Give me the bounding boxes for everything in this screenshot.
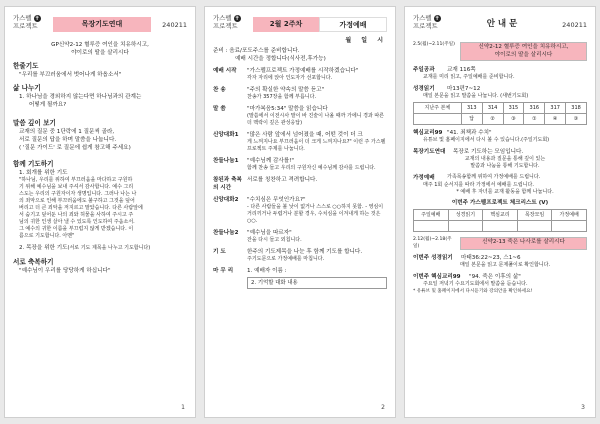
worship-row: [213, 67, 387, 82]
row-detail: 매일 본문을 읽고 말씀을 나눕니다. (새번기도회): [423, 93, 529, 99]
logo-subtext: 프로젝트: [213, 21, 238, 30]
worship-order: [213, 67, 387, 263]
row-detail: 매일 본문을 읽고 문제풀이로 확인합니다.: [459, 262, 551, 268]
logo: [213, 15, 247, 30]
logo-text: 가스펠: [413, 14, 432, 22]
cross-icon: ✝: [434, 15, 440, 22]
section-text: 어떻게 될까요?: [29, 102, 67, 108]
row-key: 기 도: [213, 249, 226, 255]
title-bar: [253, 17, 387, 32]
logo: [413, 15, 447, 30]
row-key: 이번주 핵심교리99: [413, 274, 461, 280]
section-text: 서로 질문의 답을 하며 말씀을 나눕니다.: [19, 137, 117, 143]
page-title: 목장기도연대: [53, 17, 151, 32]
row-value: 목장로 기도하는 모임입니다.: [453, 149, 524, 155]
prayer-item: 1. 회개를 위한 기도: [19, 170, 68, 176]
row-detail: 주요일 저녁기 수요기도회에서 말씀을 듣습니다.: [423, 281, 528, 287]
table-cell: 318: [566, 103, 587, 114]
logo-text: 가스펠: [13, 14, 32, 22]
row-value: "94. 죽은 이후의 삶": [469, 274, 521, 280]
week-row: [413, 41, 587, 61]
info-row: [413, 66, 587, 74]
table-cell: 답: [461, 114, 482, 125]
logo-subtext: 프로젝트: [413, 21, 438, 30]
worship-row: [213, 229, 387, 244]
checklist-checkbox[interactable]: [483, 221, 518, 232]
page-header: [13, 15, 187, 41]
section-text: 교재의 질문 중 1단락에 1 질문씩 골라,: [19, 129, 115, 135]
row-value: 교재 116쪽: [447, 67, 476, 73]
row-value: [247, 67, 387, 82]
row-key: 목장기도연대: [413, 149, 446, 155]
table-row: [414, 114, 587, 125]
checklist-header: 핵심교리: [483, 210, 518, 221]
row-value: "41. 죄책과 수치": [447, 130, 492, 136]
table-cell: [414, 114, 462, 125]
next-week-row: [413, 236, 587, 250]
intro-line: 야이로의 딸을 살리시다: [71, 50, 129, 56]
row-main: "마가복음5:34" 말씀을 읽습니다: [247, 106, 328, 112]
row-key: 찬 송: [213, 87, 226, 93]
info-row: [413, 85, 587, 93]
logo: [13, 15, 47, 30]
section-text: ( '질문 가이드' 로 질문에 쉽게 참고해 주세요): [19, 145, 131, 151]
prayer-line: 름으로 기도합니다. 아멘": [19, 233, 75, 239]
table-cell: ①: [524, 114, 545, 125]
checklist-table: [413, 209, 587, 232]
row-key: 참된과 축복의 시간: [213, 177, 242, 191]
row-sub: 주기도문으로 가정예배를 마칩니다.: [247, 256, 325, 262]
row-key: 가정예배: [413, 175, 435, 181]
info-row: [413, 148, 587, 156]
row-value: [247, 86, 387, 101]
page-body: [213, 37, 387, 289]
checklist-checkbox[interactable]: [552, 221, 587, 232]
reading-table: [413, 102, 587, 125]
table-cell: 316: [524, 103, 545, 114]
checklist-checkbox[interactable]: [414, 221, 449, 232]
title-bar: [453, 17, 587, 32]
row-value: [247, 229, 387, 244]
page-date: 240211: [562, 20, 587, 29]
page-body: [413, 41, 587, 295]
row-key: 핵심교리99: [413, 130, 443, 136]
row-key: 예배 시작: [213, 68, 237, 74]
info-row: [413, 174, 587, 182]
row-sub: - 다른 사람들을 볼 낮이 없거나 스스로 ○○하지 못함. - 영심이 거리끼거나 두렵거나 분할 경우, 수치심을 이겨내게 하는 것은 ○○.: [247, 204, 384, 224]
table-cell: ②: [482, 114, 503, 125]
cross-icon: ✝: [34, 15, 40, 22]
checklist-header: 주일예배: [414, 210, 449, 221]
date-fields: 월 일 시: [345, 37, 387, 44]
worship-row: [213, 86, 387, 101]
week-banner: [460, 42, 587, 61]
row-value: [247, 248, 387, 263]
checklist-checkbox[interactable]: [448, 221, 483, 232]
prayer-line: 그 예수의 귀한 이름을 부끄럽지 않게 받겠습니다. 이: [19, 226, 134, 232]
worship-row: [213, 196, 387, 225]
row-key: 마 무 리: [213, 268, 234, 274]
table-cell: 313: [461, 103, 482, 114]
row-key: 주일공과: [413, 67, 435, 73]
week-label: 2.5(월)~2.11(주일): [413, 42, 455, 47]
page-number: 3: [581, 404, 585, 411]
row-sub: 함께 찬송 들고 우리의 구원자신 예수님께 감사를 드립니다.: [247, 165, 376, 171]
info-row: [413, 254, 587, 262]
row-main: "예수님께 감사를!": [247, 158, 294, 164]
prayer-line: 서 숨기고 덮어둔 나의 죄와 허물을 사하여 주시고 주: [19, 212, 134, 218]
row-main: "예수님을 따르자": [247, 230, 292, 236]
logo-text: 가스펠: [213, 14, 232, 22]
section-heading: 한줄기도: [13, 62, 39, 70]
row-main: 한주의 기도제목을 나눈 후 함께 기도를 합니다.: [247, 249, 363, 255]
intro: [13, 41, 187, 57]
table-row: [414, 103, 587, 114]
closing-box: 2. 기억할 대화 내용: [247, 277, 387, 289]
row-main: 서로를 칭찬하고 격려합니다.: [247, 177, 318, 183]
prayer-item: [13, 244, 187, 252]
prayer-item-label: 2. 목장을 위한 기도: [19, 245, 68, 251]
checklist-header: 가정예배: [552, 210, 587, 221]
checklist-title: 이번주 가스펠프로젝트 체크리스트 (V): [451, 200, 549, 206]
row-main: "가스펠프로젝트 가정예배를 시작하겠습니다": [247, 68, 359, 74]
page-2: [204, 6, 396, 418]
table-cell: 317: [545, 103, 566, 114]
row-value: [247, 105, 387, 127]
page-subtitle: 가정예배: [319, 17, 387, 32]
row-detail: * 예배 후 자녀를 교재 활동을 함께 나눕니다.: [456, 189, 554, 195]
prep-line: 예배 시간을 정합니다(식사전,후가능): [235, 56, 326, 62]
week-label: 2.12(월)~2.18(주일): [413, 237, 452, 249]
row-value: [247, 196, 387, 225]
row-key: 신앙대화1: [213, 132, 239, 138]
row-value: [247, 176, 387, 192]
row-value: 마태36:22~23, 스1~6: [461, 255, 521, 261]
worship-row: [213, 131, 387, 153]
section-heading: 삶 나누기: [13, 84, 41, 92]
checklist-header: 목장모임: [517, 210, 552, 221]
intro-line: GP신약2-12 혈루증 여인을 치유하시고,: [51, 42, 149, 48]
table-row: [414, 221, 587, 232]
checklist-checkbox[interactable]: [517, 221, 552, 232]
table-cell: ④: [545, 114, 566, 125]
prayer-item-note: (서로 기도 제목을 나누고 기도합니다): [67, 245, 151, 251]
page-header: [413, 15, 587, 41]
table-cell: 315: [503, 103, 524, 114]
worship-row: [213, 157, 387, 172]
logo-subtext: 프로젝트: [13, 21, 38, 30]
row-detail: 말씀과 나눔을 통해 기도합니다.: [470, 163, 540, 169]
row-sub: 찬송가 357장을 함께 부릅니다.: [247, 94, 317, 100]
cross-icon: ✝: [234, 15, 240, 22]
prayer-line: 버리고 더 큰 죄악을 저지르고 말았습니다. 다른 사람앞에: [19, 205, 143, 211]
prayer-line: 님의 귀한 인생 살아 낼 수 있도록 인도하여 주옵소서.: [19, 219, 135, 225]
row-detail: 교재를 미리 읽고, 주일예배를 준비합니다.: [423, 74, 515, 80]
closing-line: 1. 예배자 이름 :: [247, 268, 287, 274]
row-detail: 교재의 내용과 질문을 통해 깊이 있는: [464, 156, 546, 162]
table-cell: 314: [482, 103, 503, 114]
row-value: [247, 267, 387, 289]
table-cell: ③: [566, 114, 587, 125]
week-banner: 신약2-13 죽은 나사로를 살리시다: [460, 237, 587, 250]
row-key: 이번주 성경읽기: [413, 255, 453, 261]
row-detail: 매주 1회 순서지를 따라 가정에서 예배를 드립니다.: [423, 182, 534, 188]
row-detail: 유튜브 및 홈페이지에서 다시 볼 수 있습니다.(주일기도회): [423, 137, 550, 143]
page-3: [404, 6, 596, 418]
page-number: 2: [381, 404, 385, 411]
row-value: [247, 131, 387, 153]
row-main: "수치심은 무엇인가요?": [247, 197, 306, 203]
row-main: "많은 사람 앞에서 넘어졌을 때, 어떤 것이 더 크: [247, 132, 363, 138]
row-sub: 잔을 다시 들고 외칩니다.: [247, 237, 302, 243]
row-sub: 각자 자리에 앉아 인도자가 선포합니다.: [247, 75, 333, 81]
row-key: 찬들나눔1: [213, 158, 239, 164]
row-sub: 게 느껴지나요 부끄러움이 더 크게 느껴지나요?" 이런 주 가스펠프로젝트 주제를 나눕니다.: [247, 139, 386, 152]
row-main: "주의 확실한 약속의 말씀 듣고": [247, 87, 325, 93]
prayer-line: 기 위해 예수님을 보내 주셔서 감사합니다. 예수 그리: [19, 184, 134, 190]
title-bar: [53, 17, 187, 32]
row-key: 성경읽기: [413, 86, 435, 92]
section-text: 1. 하나님을 경외하지 않는다면 하나님과의 관계는: [19, 94, 142, 100]
page-date: 240211: [162, 20, 187, 29]
worship-row: [213, 176, 387, 192]
worship-row: [213, 105, 387, 127]
row-key: 신앙대화2: [213, 197, 239, 203]
row-value: [247, 157, 387, 172]
page-body: [13, 41, 187, 275]
section-text: "예수님이 우리를 당당하게 하십니다": [19, 268, 111, 274]
row-detail: * 유튜브 및 홈페이지에서 다시듣기와 강의안을 확인하세요!: [413, 289, 533, 294]
prayer-line: 의 죄악으로 인해 부끄러움에도 불구하고 그것을 덮어: [19, 198, 135, 204]
table-cell: 지난주 본체: [414, 103, 462, 114]
row-key: 말 씀: [213, 106, 226, 112]
prayer-text: [13, 177, 187, 240]
page-1: [4, 6, 196, 418]
info-row: [413, 273, 587, 281]
prayer-line: "하나님, 우리를 위하여 부끄러움을 마다하고 구원하: [19, 177, 133, 183]
prayer-line: 스도는 우리의 구원자이자 생명입니다. 그러나 나는 나: [19, 191, 137, 197]
table-row: [414, 210, 587, 221]
section-heading: 함께 기도하기: [13, 160, 54, 168]
banner-line: 신약2-12 혈루증 여인을 치유하시고,: [478, 44, 569, 50]
row-value: 마13편7~12: [447, 86, 481, 92]
table-cell: ③: [503, 114, 524, 125]
page-number: 1: [181, 404, 185, 411]
page-title: 안 내 문: [453, 17, 551, 32]
prep-line: 준비 : 음료/포도주스를 준비합니다.: [213, 48, 300, 54]
section-heading: 말씀 깊이 보기: [13, 119, 56, 127]
info-row: [413, 129, 587, 137]
section-text: "우리를 부끄러움에서 벗어나게 하옵소서": [19, 72, 122, 78]
banner-line: 야이로의 딸을 살리시다: [494, 51, 553, 58]
closing-row: [213, 267, 387, 289]
section-heading: 서로 축복하기: [13, 258, 54, 266]
page-title: 2월 2주차: [253, 17, 319, 32]
row-key: 찬들나눔2: [213, 230, 239, 236]
row-sub: (말씀에서 이전시사 말이 바 진술이 나올 때까 가에니 경과 따른 더 맥락이 깊은 관성응답): [247, 113, 385, 126]
worship-row: [213, 248, 387, 263]
row-value: 가족목송함께 위하여 가정예배를 드립니다.: [447, 174, 541, 180]
checklist-header: 성경읽기: [448, 210, 483, 221]
